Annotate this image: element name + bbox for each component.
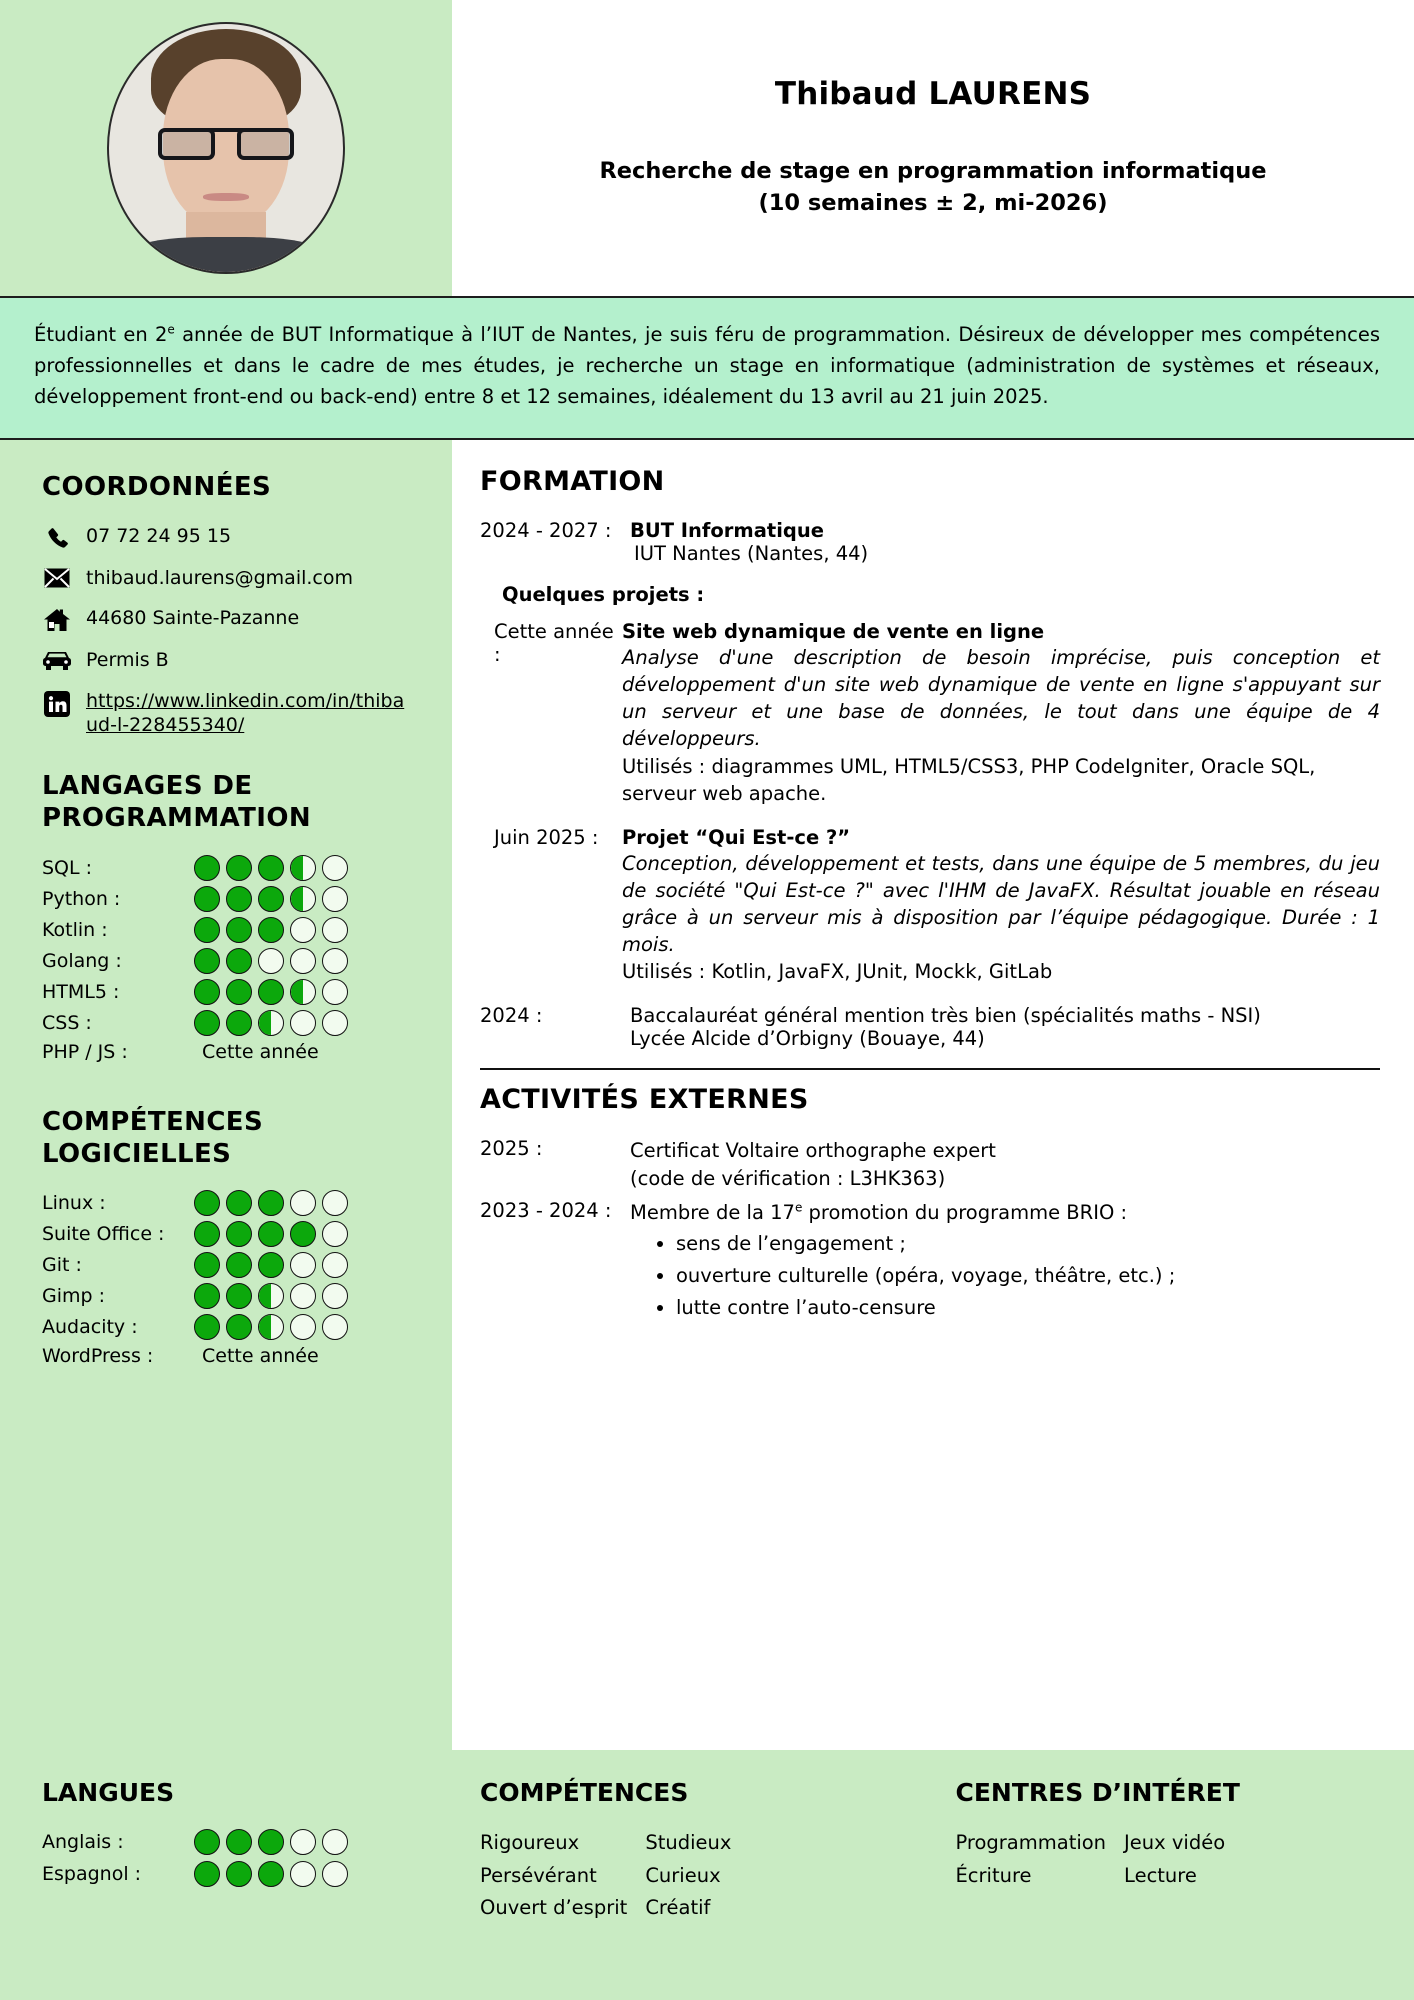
skill-dot [290, 1314, 316, 1340]
contact-row[interactable] [42, 689, 410, 738]
page-title: Thibaud LAURENS [774, 76, 1092, 113]
footer-langues [0, 1750, 452, 2000]
skill-dots [194, 979, 348, 1005]
skill-label: PHP / JS : [42, 1040, 128, 1063]
software-skill-list [42, 1190, 410, 1367]
skill-label: Kotlin : [42, 918, 108, 941]
skill-dots [194, 1221, 348, 1247]
skill-note: Cette année [202, 1345, 319, 1368]
competence-item: Créatif [645, 1896, 711, 1920]
skill-dot [322, 1252, 348, 1278]
contact-row [42, 524, 410, 550]
skill-dot [226, 948, 252, 974]
section-heading-interets: CENTRES D’INTÉRET [955, 1778, 1240, 1807]
formation-entry [480, 519, 1380, 565]
skill-dot [226, 1252, 252, 1278]
glasses-icon [158, 128, 294, 160]
section-heading-coordonnees: COORDONNÉES [42, 472, 272, 503]
skill-dot [322, 1314, 348, 1340]
skill-dot [258, 979, 284, 1005]
contact-text: 44680 Sainte-Pazanne [86, 607, 300, 630]
contact-text: Permis B [86, 649, 169, 672]
skill-dot [194, 886, 220, 912]
phone-icon [42, 524, 72, 550]
skill-row [42, 1314, 410, 1340]
skill-dot [258, 1252, 284, 1278]
avatar [107, 22, 345, 274]
skill-dot [290, 1221, 316, 1247]
section-divider [480, 1068, 1380, 1070]
linkedin-link[interactable]: https://www.linkedin.com/in/thibaud-l-228455340/ [86, 689, 405, 737]
projects-heading: Quelques projets : [502, 583, 705, 607]
section-heading-formation: FORMATION [480, 466, 665, 498]
skill-dot [258, 855, 284, 881]
interet-item: Jeux vidéo [1124, 1831, 1226, 1854]
skill-dot [194, 1221, 220, 1247]
sidebar [0, 440, 452, 1750]
cv-body [0, 440, 1414, 1750]
skill-label: HTML5 : [42, 980, 120, 1003]
skill-dot [290, 1861, 316, 1887]
competence-item: Studieux [645, 1831, 732, 1854]
project-date: Cette année : [494, 620, 614, 667]
skill-dot [194, 1252, 220, 1278]
formation-date: 2024 - 2027 : [480, 519, 612, 543]
project-list [480, 620, 1380, 986]
skill-dot [322, 886, 348, 912]
cv-subtitle [599, 156, 1266, 220]
project-item [480, 620, 1380, 807]
skill-dot [322, 1010, 348, 1036]
programming-skill-list [42, 855, 410, 1063]
skill-dot [226, 1283, 252, 1309]
footer-right [452, 1750, 1414, 2000]
skill-dot [194, 1010, 220, 1036]
formation-subtitle: IUT Nantes (Nantes, 44) [634, 542, 869, 566]
skill-dot [290, 917, 316, 943]
skill-dot [226, 1221, 252, 1247]
glasses-bridge [207, 128, 244, 132]
bac-entry [480, 1004, 1380, 1050]
project-date: Juin 2025 : [494, 825, 599, 849]
skill-label: Git : [42, 1254, 82, 1277]
skill-note: Cette année [202, 1040, 319, 1063]
skill-dot [194, 855, 220, 881]
contact-text: thibaud.laurens@gmail.com [86, 567, 353, 590]
skill-dot [226, 855, 252, 881]
skill-dot [194, 948, 220, 974]
skill-row [42, 948, 410, 974]
skill-dot [226, 1190, 252, 1216]
skill-dots [194, 917, 348, 943]
skill-label: Gimp : [42, 1285, 106, 1308]
intro-text: Étudiant en 2e année de BUT Informatique à l’IUT de Nantes, je suis féru de programmation. Désireux de développer mes compétences professionnelles et dans le cadre de mes études, je recherche un stage en informatique (administration de systèmes et réseaux, développement front-end ou back-end) entre 8 et 12 semaines, idéalement du 13 avril au 21 juin 2025. [34, 322, 1380, 408]
activity-bullets [630, 1230, 1380, 1321]
interet-item: Lecture [1124, 1863, 1197, 1887]
activity-date: 2023 - 2024 : [480, 1198, 612, 1222]
skill-dot [322, 1190, 348, 1216]
skill-label: CSS : [42, 1011, 92, 1034]
section-heading-competences: COMPÉTENCES [480, 1778, 689, 1807]
skill-dots [194, 1252, 348, 1278]
contact-row [42, 566, 410, 590]
skill-label: WordPress : [42, 1345, 154, 1368]
skill-dot [322, 1829, 348, 1855]
competences-col-2 [645, 1829, 731, 1922]
activity-item [480, 1137, 1380, 1192]
project-title: Site web dynamique de vente en ligne [622, 620, 1045, 644]
skill-dot [322, 917, 348, 943]
section-heading-langages: LANGAGES DE PROGRAMMATION [42, 771, 311, 834]
skill-dot [226, 1314, 252, 1340]
skill-dot [290, 1010, 316, 1036]
activity-line: Certificat Voltaire orthographe expert [630, 1139, 996, 1163]
skill-dots [194, 1861, 348, 1887]
skill-dot [226, 1829, 252, 1855]
skill-dot [226, 1861, 252, 1887]
skill-row [42, 1283, 410, 1309]
skill-dot [322, 1861, 348, 1887]
skill-row [42, 1221, 410, 1247]
contact-row [42, 648, 410, 672]
skill-dot [258, 1283, 284, 1309]
activity-list [480, 1137, 1380, 1325]
skill-dot [226, 917, 252, 943]
skill-dot [290, 948, 316, 974]
skill-dot [322, 948, 348, 974]
bac-date: 2024 : [480, 1004, 543, 1028]
skill-dot [258, 886, 284, 912]
skill-dots [194, 1010, 348, 1036]
skill-dot [258, 1829, 284, 1855]
skill-dot [194, 1861, 220, 1887]
skill-dot [258, 1010, 284, 1036]
skill-label: Suite Office : [42, 1223, 165, 1246]
language-label: Anglais : [42, 1831, 124, 1853]
skill-dots [194, 886, 348, 912]
skill-dot [194, 1283, 220, 1309]
skill-dot [322, 855, 348, 881]
skill-dot [194, 917, 220, 943]
contact-row [42, 606, 410, 632]
skill-dot [226, 886, 252, 912]
skill-dot [322, 979, 348, 1005]
skill-dot [258, 1314, 284, 1340]
skill-dot [226, 1010, 252, 1036]
section-heading-langues: LANGUES [42, 1778, 175, 1807]
avatar-mouth [203, 193, 250, 201]
competence-item: Curieux [645, 1863, 721, 1887]
title-pane [452, 0, 1414, 296]
language-label: Espagnol : [42, 1863, 142, 1885]
footer-competences [480, 1778, 955, 2000]
skill-dots [194, 1283, 348, 1309]
skill-label: Linux : [42, 1192, 106, 1215]
skill-dot [194, 979, 220, 1005]
skill-dot [258, 948, 284, 974]
skill-dot [258, 1221, 284, 1247]
footer-interets [955, 1778, 1380, 2000]
skill-dot [194, 1314, 220, 1340]
project-title: Projet “Qui Est-ce ?” [622, 825, 851, 849]
skill-row [42, 855, 410, 881]
skill-row [42, 886, 410, 912]
interets-col-1 [955, 1829, 1106, 1889]
skill-dot [322, 1283, 348, 1309]
envelope-icon [42, 566, 72, 588]
skill-dot [322, 1221, 348, 1247]
formation-entries [480, 519, 1380, 565]
skill-dot [226, 979, 252, 1005]
list-item: • lutte contre l’auto-censure [676, 1294, 1380, 1322]
skill-dot [194, 1829, 220, 1855]
contact-list [42, 524, 410, 737]
language-row [42, 1829, 410, 1855]
skill-dots [194, 1190, 348, 1216]
skill-dot [258, 917, 284, 943]
bac-item [480, 1004, 1380, 1050]
skill-dots [194, 855, 348, 881]
activity-date: 2025 : [480, 1137, 543, 1161]
project-item [480, 826, 1380, 987]
skill-row [42, 917, 410, 943]
main-column [452, 440, 1414, 1750]
list-item: • sens de l’engagement ; [676, 1230, 1380, 1258]
skill-dot [258, 1190, 284, 1216]
skill-dot [258, 1861, 284, 1887]
skill-label: Audacity : [42, 1316, 138, 1339]
formation-title: BUT Informatique [630, 519, 824, 543]
skill-label: SQL : [42, 856, 93, 879]
cv-header [0, 0, 1414, 296]
competence-item: Persévérant [480, 1863, 597, 1887]
cv-footer [0, 1750, 1414, 2000]
project-tools: Utilisés : Kotlin, JavaFX, JUnit, Mockk, GitLab [622, 960, 1053, 984]
skill-row [42, 1345, 410, 1367]
photo-pane [0, 0, 452, 296]
activity-item [480, 1199, 1380, 1326]
skill-dot [290, 979, 316, 1005]
skill-dots [194, 948, 348, 974]
skill-dot [194, 1190, 220, 1216]
skill-dots [194, 1829, 348, 1855]
bac-subtitle: Lycée Alcide d’Orbigny (Bouaye, 44) [630, 1027, 985, 1051]
interet-item: Programmation [955, 1831, 1107, 1854]
language-row [42, 1861, 410, 1887]
car-icon [42, 648, 72, 670]
skill-row [42, 1252, 410, 1278]
skill-dot [290, 1252, 316, 1278]
project-description: Conception, développement et tests, dans une équipe de 5 membres, du jeu de société "Qui Est-ce ?" avec l'IHM de JavaFX. Résultat jouable en réseau grâce à un serveur mis à disposition par l’équipe pédagogique. Durée : 1 mois. [622, 851, 1380, 956]
skill-row [42, 1190, 410, 1216]
interets-col-2 [1124, 1829, 1225, 1889]
home-icon [42, 606, 72, 632]
section-heading-activites: ACTIVITÉS EXTERNES [480, 1084, 809, 1116]
skill-label: Golang : [42, 949, 122, 972]
skill-dot [290, 886, 316, 912]
bac-title: Baccalauréat général mention très bien (spécialités maths - NSI) [630, 1004, 1261, 1028]
list-item: • ouverture culturelle (opéra, voyage, théâtre, etc.) ; [676, 1262, 1380, 1290]
activity-line: (code de vérification : L3HK363) [630, 1167, 946, 1191]
competences-col-1 [480, 1829, 627, 1922]
langues-list [42, 1829, 410, 1887]
competence-item: Rigoureux [480, 1831, 580, 1854]
competence-item: Ouvert d’esprit [480, 1896, 628, 1920]
skill-dot [290, 1283, 316, 1309]
skill-dot [290, 1829, 316, 1855]
skill-row [42, 1010, 410, 1036]
linkedin-icon [42, 689, 72, 717]
activity-line: Membre de la 17e promotion du programme BRIO : [630, 1200, 1128, 1224]
project-description: Analyse d'une description de besoin imprécise, puis conception et développement d'un site web dynamique de vente en ligne s'appuyant sur un serveur et une base de données, le tout dans une équipe de 4 développeurs. [622, 646, 1380, 751]
skill-row [42, 1041, 410, 1063]
skill-dots [194, 1314, 348, 1340]
contact-text: 07 72 24 95 15 [86, 525, 232, 548]
interet-item: Écriture [955, 1863, 1032, 1887]
skill-dot [290, 1190, 316, 1216]
project-tools: Utilisés : diagrammes UML, HTML5/CSS3, PHP CodeIgniter, Oracle SQL, serveur web apache. [622, 755, 1316, 805]
cv-subtitle-line1: Recherche de stage en programmation informatique [599, 158, 1267, 185]
cv-subtitle-line2: (10 semaines ± 2, mi-2026) [758, 190, 1108, 216]
intro-paragraph [0, 296, 1414, 440]
avatar-shirt [132, 237, 319, 272]
skill-row [42, 979, 410, 1005]
skill-label: Python : [42, 887, 121, 910]
section-heading-logiciels: COMPÉTENCES LOGICIELLES [42, 1106, 264, 1169]
skill-dot [290, 855, 316, 881]
